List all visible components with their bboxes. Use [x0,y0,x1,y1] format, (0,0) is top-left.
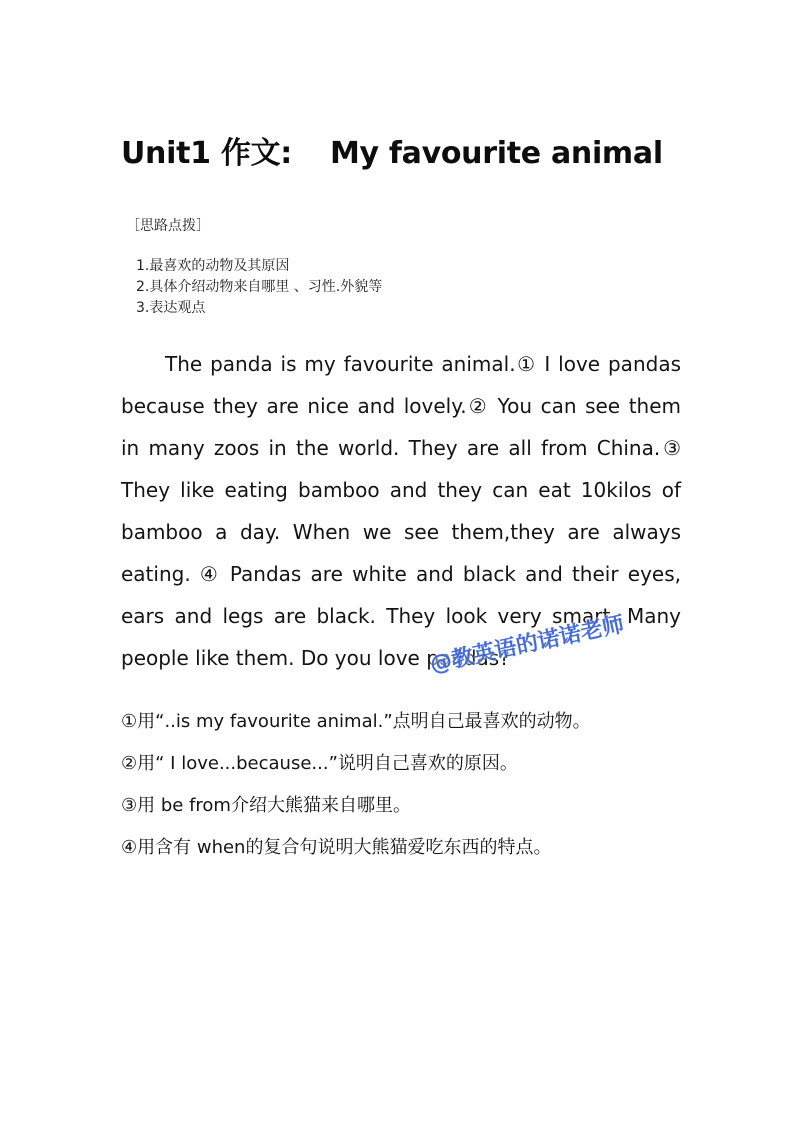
note-item: ②用“ I love...because...”说明自己喜欢的原因。 [121,753,518,774]
notes-list [121,701,591,869]
tip-item: 1.最喜欢的动物及其原因 [136,258,290,274]
tip-item: 3.表达观点 [136,300,206,316]
note-item: ③用 be from介绍大熊猫来自哪里。 [121,795,411,816]
tips-list [136,256,382,319]
title-topic: My favourite animal [329,136,663,171]
essay-paragraph: The panda is my favourite animal.① I love pandas because they are nice and lovely.② You can see them in many zoos in the world. They are all from China.③ They like eating bamboo and they can eat 10kilos of bamboo a day. When we see them,they are always eating. ④ Pandas are white and black and their eyes, ears and legs are black. They look very smart. Many people like them. Do you love pandas? [121,352,681,670]
tips-heading: ［思路点拨］ [126,218,210,234]
note-item: ①用“..is my favourite animal.”点明自己最喜欢的动物。 [121,711,591,732]
watermark: @教英语的诺诺老师 [427,612,627,678]
tip-item: 2.具体介绍动物来自哪里 、习性.外貌等 [136,279,383,295]
note-item: ④用含有 when的复合句说明大熊猫爱吃东西的特点。 [121,837,552,858]
page-title [121,128,663,172]
title-unit: Unit1 作文: [121,136,292,171]
